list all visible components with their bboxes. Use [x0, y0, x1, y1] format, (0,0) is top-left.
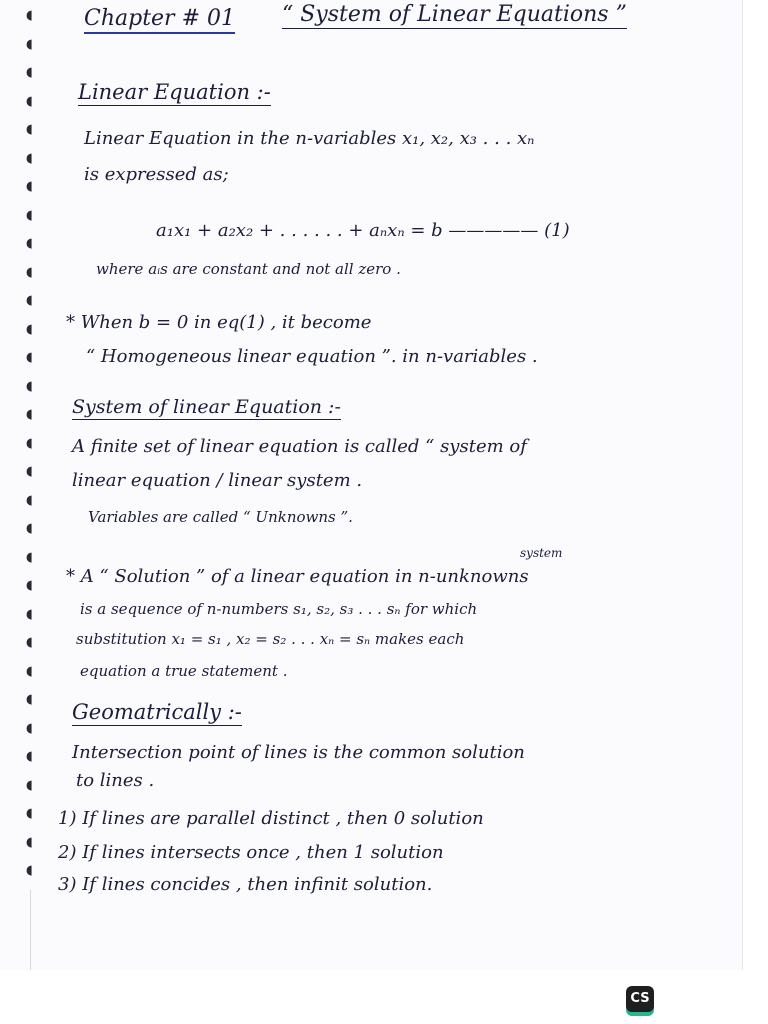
spiral-ring: ◖ — [26, 293, 33, 308]
text-line: A finite set of linear equation is called “ system of — [72, 436, 527, 457]
spiral-ring: ◖ — [26, 236, 33, 251]
text-line: equation a true statement . — [80, 662, 288, 680]
text-line: * A “ Solution ” of a linear equation in n-unknowns — [66, 566, 529, 587]
section-heading-geometrically: Geomatrically :- — [72, 700, 242, 724]
section-heading-system: System of linear Equation :- — [72, 396, 341, 418]
caret-insertion-note: system — [520, 546, 563, 560]
spiral-ring: ◖ — [26, 749, 33, 764]
spiral-ring: ◖ — [26, 93, 33, 109]
spiral-ring: ◖ — [26, 8, 33, 23]
spiral-ring: ◖ — [26, 321, 33, 337]
spiral-ring: ◖ — [26, 407, 33, 422]
spiral-ring: ◖ — [26, 122, 33, 137]
text-line: Variables are called “ Unknowns ”. — [88, 508, 353, 526]
list-item: 3) If lines concides , then infinit solution. — [58, 874, 433, 895]
spiral-ring: ◖ — [26, 150, 33, 166]
spiral-ring: ◖ — [26, 606, 33, 622]
note-line: “ Homogeneous linear equation ”. in n-variables . — [86, 346, 538, 367]
spiral-ring: ◖ — [26, 521, 33, 536]
section-heading-linear-equation: Linear Equation :- — [78, 80, 271, 104]
text-line: to lines . — [76, 770, 155, 791]
margin-line — [30, 890, 31, 970]
spiral-ring: ◖ — [26, 720, 33, 736]
text-line: linear equation / linear system . — [72, 470, 363, 491]
spiral-ring: ◖ — [26, 65, 33, 80]
spiral-ring: ◖ — [26, 350, 33, 365]
spiral-ring: ◖ — [26, 378, 33, 394]
spiral-ring: ◖ — [26, 179, 33, 194]
spiral-ring: ◖ — [26, 578, 33, 593]
spiral-ring: ◖ — [26, 464, 33, 479]
spiral-ring: ◖ — [26, 834, 33, 850]
spiral-ring: ◖ — [26, 777, 33, 793]
text-line: Intersection point of lines is the common solution — [72, 742, 525, 763]
spiral-binding — [26, 10, 48, 890]
list-item: 2) If lines intersects once , then 1 solution — [58, 842, 444, 863]
note-line: * When b = 0 in eq(1) , it become — [66, 312, 372, 333]
spiral-ring: ◖ — [26, 549, 33, 565]
spiral-ring: ◖ — [26, 207, 33, 223]
text-line: is a sequence of n-numbers s₁, s₂, s₃ . . . sₙ for which — [80, 600, 478, 618]
spiral-ring: ◖ — [26, 635, 33, 650]
chapter-heading: Chapter # 01 — [84, 6, 235, 34]
spiral-ring: ◖ — [26, 663, 33, 679]
equation-1: a₁x₁ + a₂x₂ + . . . . . . + aₙxₙ = b ————— (1) — [156, 220, 570, 241]
spiral-ring: ◖ — [26, 264, 33, 280]
spiral-ring: ◖ — [26, 806, 33, 821]
page-title: “ System of Linear Equations ” — [282, 2, 627, 27]
text-line: substitution x₁ = s₁ , x₂ = s₂ . . . xₙ = sₙ makes each — [76, 630, 465, 648]
spiral-ring: ◖ — [26, 435, 33, 451]
spiral-ring: ◖ — [26, 492, 33, 508]
text-line: is expressed as; — [84, 164, 229, 185]
list-item: 1) If lines are parallel distinct , then 0 solution — [58, 808, 484, 829]
spiral-ring: ◖ — [26, 863, 33, 878]
spiral-ring: ◖ — [26, 36, 33, 52]
camscanner-logo-badge: CS — [626, 986, 654, 1012]
text-line: where aᵢs are constant and not all zero . — [96, 260, 401, 278]
spiral-ring: ◖ — [26, 692, 33, 707]
text-line: Linear Equation in the n-variables x₁, x₂, x₃ . . . xₙ — [84, 128, 535, 149]
